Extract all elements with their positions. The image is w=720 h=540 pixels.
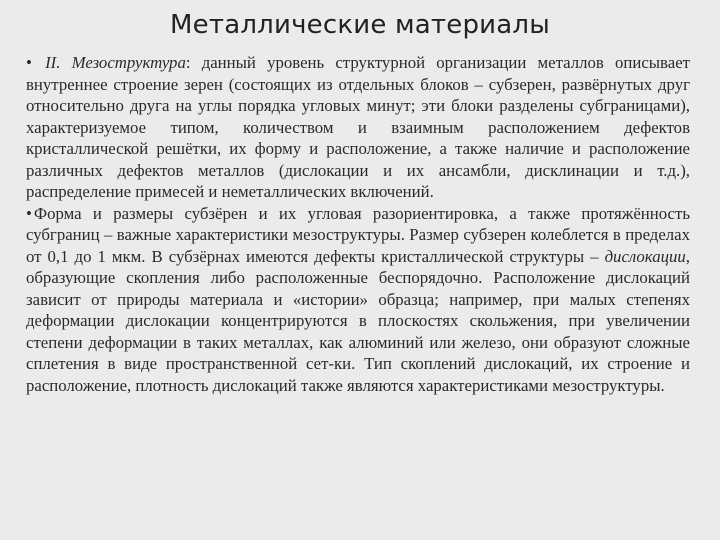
slide-title: Металлические материалы: [170, 10, 550, 40]
paragraph-text-continued: образующие скопления либо расположенные беспорядочно. Расположение дислокаций зависит от природы материала и «истории» образца; например, при малых степенях деформации дислокации концентрируются в плоскостях скольжения, при увеличении степени деформации в таких металлах, как алюминий или железо, они образуют сложные сплетения в виде пространственной сет-ки. Тип скоплений дислокаций, их строение и расположение, плотность дислокаций также являются характеристиками мезоструктуры.: [26, 268, 690, 395]
section-heading-italic: II. Мезоструктура: [45, 53, 186, 72]
paragraph-text: : данный уровень структурной организации металлов описывает внутреннее строение зерен (состоящих из отдельных блоков – субзерен, развёрнутых друг относительно друга на углы порядка угловых минут; эти блоки разделены субграницами), характеризуемое типом, количеством и взаимным расположением дефектов кристаллической решётки, их форму и расположение, а также наличие и расположение различных дефектов металлов (дислокации и их ансамбли, дисклинации и т.д.), распределение примесей и неметаллических включений.: [26, 53, 690, 201]
slide-body: [26, 52, 690, 396]
italic-term-dislocations: дислокации,: [604, 246, 690, 266]
paragraph-mesostructure-definition: [26, 52, 690, 203]
paragraph-text: Форма и размеры субзёрен и их угловая разориентировка, а также протяжённость субграниц – важные характеристики мезоструктуры. Размер субзерен колеблется в пределах от 0,1 до 1 мкм. В субзёрнах имеются дефекты кристаллической структуры –: [26, 203, 690, 266]
paragraph-subgrain-characteristics: [26, 203, 690, 397]
bullet-marker: •: [26, 203, 32, 223]
bullet-marker: •: [26, 53, 32, 72]
